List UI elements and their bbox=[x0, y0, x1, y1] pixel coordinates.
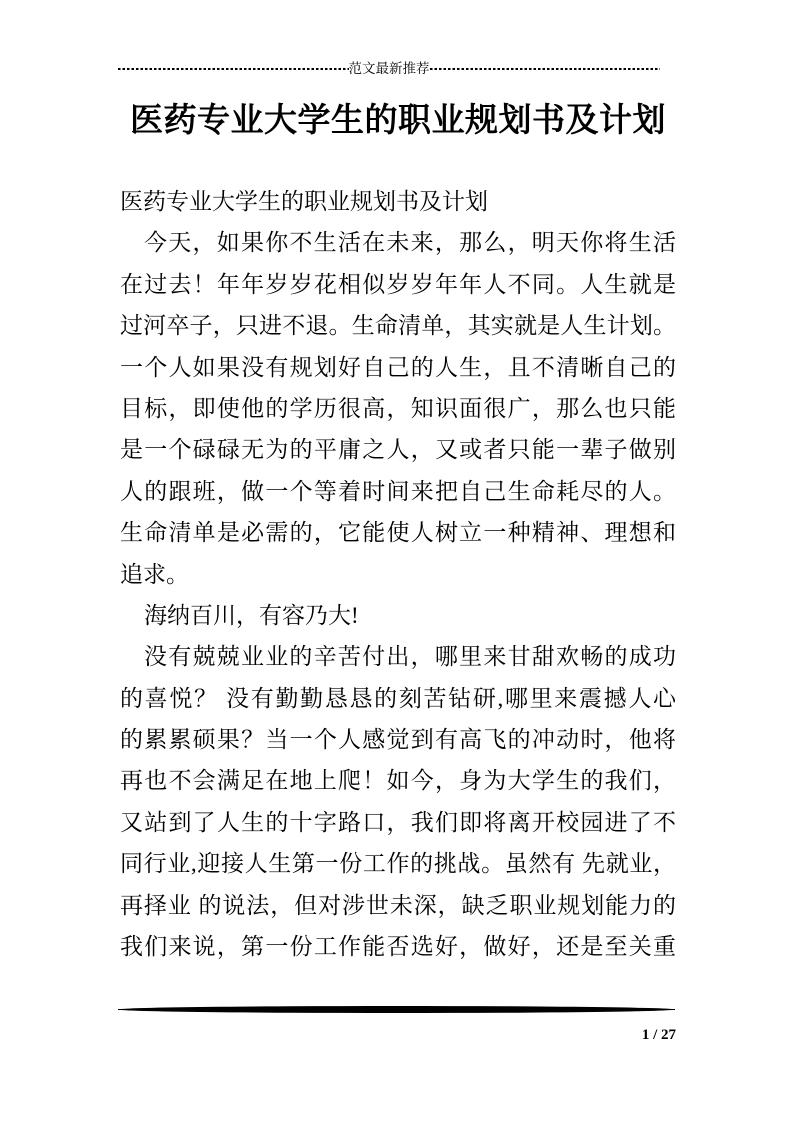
text-line: 是一个碌碌无为的平庸之人，又或者只能一辈子做别 bbox=[120, 437, 676, 463]
text-line: 没有兢兢业业的辛苦付出，哪里来甘甜欢畅的成功 bbox=[144, 644, 676, 670]
text-line: 的喜悦？ 没有勤勤恳恳的刻苦钻研,哪里来震撼人心 bbox=[120, 685, 676, 711]
document-body bbox=[120, 181, 676, 967]
text-line: 一个人如果没有规划好自己的人生，且不清晰自己的 bbox=[120, 354, 676, 380]
text-line: 追求。 bbox=[120, 561, 189, 587]
text-line: 又站到了人生的十字路口，我们即将离开校园进了不 bbox=[120, 809, 676, 835]
text-line: 再也不会满足在地上爬！如今，身为大学生的我们， bbox=[120, 768, 676, 794]
page-header bbox=[118, 60, 660, 77]
footer-rule-thick-line bbox=[118, 1006, 675, 1013]
text-line: 再择业 的说法，但对涉世未深，缺乏职业规划能力的 bbox=[120, 892, 676, 918]
page-number: 1 / 27 bbox=[641, 1027, 676, 1043]
header-dash-left bbox=[118, 68, 349, 70]
header-label: 范文最新推荐 bbox=[348, 61, 430, 76]
footer-rule bbox=[118, 1005, 675, 1014]
text-line: 人的跟班，做一个等着时间来把自己生命耗尽的人。 bbox=[120, 478, 676, 504]
text-line: 我们来说，第一份工作能否选好，做好，还是至关重 bbox=[120, 934, 676, 960]
text-line: 海纳百川，有容乃大! bbox=[144, 602, 359, 628]
document-title: 医药专业大学生的职业规划书及计划 bbox=[130, 103, 666, 139]
header-dash-right bbox=[430, 68, 661, 70]
text-line: 同行业,迎接人生第一份工作的挑战。虽然有 先就业， bbox=[120, 851, 676, 877]
text-line: 医药专业大学生的职业规划书及计划 bbox=[120, 189, 488, 214]
text-line: 在过去！年年岁岁花相似岁岁年年人不同。人生就是 bbox=[120, 271, 676, 297]
text-line: 今天，如果你不生活在未来，那么，明天你将生活 bbox=[144, 230, 676, 256]
text-line: 生命清单是必需的，它能使人树立一种精神、理想和 bbox=[120, 520, 676, 546]
text-line: 目标，即使他的学历很高，知识面很广，那么也只能 bbox=[120, 395, 676, 421]
text-line: 过河卒子，只进不退。生命清单，其实就是人生计划。 bbox=[120, 313, 676, 339]
text-line: 的累累硕果？当一个人感觉到有高飞的冲动时，他将 bbox=[120, 727, 676, 753]
